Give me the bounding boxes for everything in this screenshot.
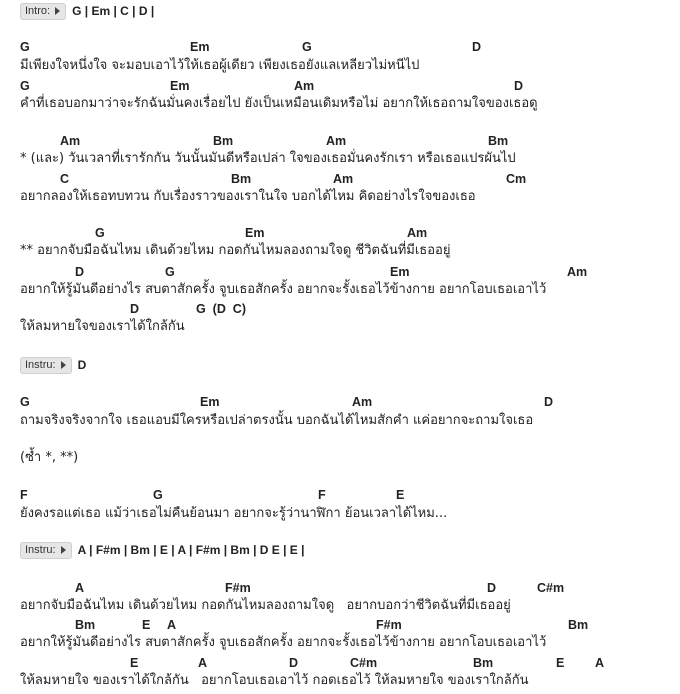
chord[interactable]: G: [20, 395, 30, 409]
chord[interactable]: G (D C): [196, 302, 246, 316]
instru-label: Instru:: [25, 359, 56, 371]
lyric-text: ** อยากจับมือฉันไหม เดินด้วยไหม กอดกันไหมลองถามใจดู ชีวิตฉันที่มีเธออยู่: [20, 243, 451, 258]
chord[interactable]: Am: [567, 265, 588, 279]
repeat-note: (ซ้ำ *, **): [20, 450, 79, 465]
play-icon: [55, 7, 60, 15]
chord[interactable]: G: [95, 226, 105, 240]
intro-chords: G | Em | C | D |: [72, 4, 155, 18]
chord[interactable]: C#m: [537, 581, 565, 595]
chord[interactable]: A: [595, 656, 605, 670]
chord[interactable]: D: [472, 40, 482, 54]
instru-toggle[interactable]: [20, 542, 72, 559]
chord[interactable]: F#m: [225, 581, 251, 595]
chord[interactable]: G: [302, 40, 312, 54]
chord[interactable]: C#m: [350, 656, 378, 670]
chord[interactable]: Bm: [213, 134, 234, 148]
chord[interactable]: Cm: [506, 172, 527, 186]
play-icon: [61, 361, 66, 369]
chord[interactable]: Bm: [75, 618, 96, 632]
instru-label: Instru:: [25, 544, 56, 556]
chord[interactable]: E: [130, 656, 139, 670]
chord[interactable]: A: [198, 656, 208, 670]
chord[interactable]: D: [75, 265, 85, 279]
chord[interactable]: Am: [326, 134, 347, 148]
play-icon: [61, 546, 66, 554]
chord[interactable]: Em: [170, 79, 190, 93]
instru-section: [20, 541, 305, 559]
lyric-text: อยากจับมือฉันไหม เดินด้วยไหม กอดกันไหมลองถามใจดู อยากบอกว่าชีวิตฉันที่มีเธออยู่: [20, 598, 511, 613]
instru-chords: A | F#m | Bm | E | A | F#m | Bm | D E | E |: [77, 543, 305, 557]
instru-section: [20, 356, 86, 374]
chord[interactable]: Em: [245, 226, 265, 240]
chord[interactable]: Am: [294, 79, 315, 93]
lyric-text: * (และ) วันเวลาที่เรารักกัน วันนั้นมันดีหรือเปล่า ใจของเธอมั่นคงรักเรา หรือเธอแปรผันไป: [20, 151, 516, 166]
lyric-text: ให้ลมหายใจของเราได้ใกล้กัน: [20, 319, 185, 334]
chord[interactable]: E: [142, 618, 151, 632]
lyric-text: ถามจริงจริงจากใจ เธอแอบมีใครหรือเปล่าตรงนั้น บอกฉันได้ไหมสักคำ แค่อยากจะถามใจเธอ: [20, 413, 534, 428]
chord[interactable]: Bm: [231, 172, 252, 186]
chord[interactable]: C: [60, 172, 70, 186]
intro-section: [20, 2, 154, 20]
chord[interactable]: G: [165, 265, 175, 279]
chord[interactable]: Am: [333, 172, 354, 186]
chord[interactable]: D: [289, 656, 299, 670]
chord[interactable]: Bm: [488, 134, 509, 148]
instru-chords: D: [77, 358, 87, 372]
chord[interactable]: A: [167, 618, 177, 632]
lyric-text: มีเพียงใจหนึ่งใจ จะมอบเอาไว้ให้เธอผู้เดียว เพียงเธอยังแลเหลียวไม่หนีไป: [20, 58, 420, 73]
chord[interactable]: Bm: [568, 618, 589, 632]
chord[interactable]: E: [396, 488, 405, 502]
chord[interactable]: Em: [390, 265, 410, 279]
lyric-text: อยากให้รู้มันดีอย่างไร สบตาสักครั้ง จูบเธอสักครั้ง อยากจะรั้งเธอไว้ข้างกาย อยากโอบเธอเอาไว้: [20, 635, 547, 650]
chord[interactable]: D: [130, 302, 140, 316]
chord[interactable]: G: [20, 79, 30, 93]
chord[interactable]: D: [487, 581, 497, 595]
chord[interactable]: E: [556, 656, 565, 670]
lyric-text: คำที่เธอบอกมาว่าจะรักฉันมั่นคงเรื่อยไป ยังเป็นเหมือนเดิมหรือไม่ อยากให้เธอถามใจของเธอดู: [20, 96, 538, 111]
chord[interactable]: D: [544, 395, 554, 409]
chord[interactable]: A: [75, 581, 85, 595]
chord[interactable]: Am: [60, 134, 81, 148]
chord[interactable]: G: [153, 488, 163, 502]
chord[interactable]: Am: [352, 395, 373, 409]
intro-label: Intro:: [25, 5, 51, 17]
intro-toggle[interactable]: [20, 3, 66, 20]
chord[interactable]: Em: [200, 395, 220, 409]
lyric-text: ให้ลมหายใจ ของเราได้ใกล้กัน อยากโอบเธอเอาไว้ กอดเธอไว้ ให้ลมหายใจ ของเราใกล้กัน: [20, 673, 529, 688]
instru-toggle[interactable]: [20, 357, 72, 374]
chord[interactable]: D: [514, 79, 524, 93]
lyric-text: อยากให้รู้มันดีอย่างไร สบตาสักครั้ง จูบเธอสักครั้ง อยากจะรั้งเธอไว้ข้างกาย อยากโอบเธอเอาไว้: [20, 282, 547, 297]
chord[interactable]: Am: [407, 226, 428, 240]
chord[interactable]: Em: [190, 40, 210, 54]
chord[interactable]: F: [20, 488, 28, 502]
lyric-text: อยากลองให้เธอทบทวน กับเรื่องราวของเราในใจ บอกได้ไหม คิดอย่างไรใจของเธอ: [20, 189, 476, 204]
lyric-text: ยังคงรอแต่เธอ แม้ว่าเธอไม่คืนย้อนมา อยากจะรู้ว่านาฬิกา ย้อนเวลาได้ไหม...: [20, 506, 448, 521]
chord[interactable]: G: [20, 40, 30, 54]
chord[interactable]: F#m: [376, 618, 402, 632]
chord[interactable]: F: [318, 488, 326, 502]
chord[interactable]: Bm: [473, 656, 494, 670]
